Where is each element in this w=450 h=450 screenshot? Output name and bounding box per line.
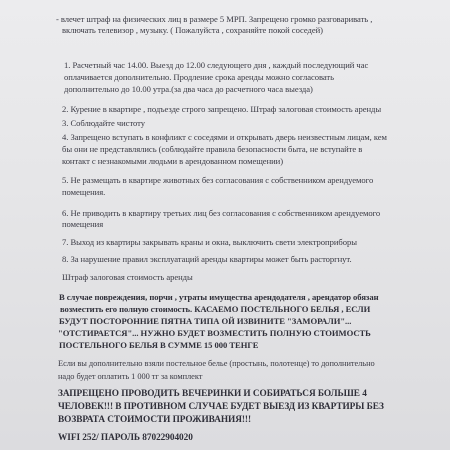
rule-8: 8. За нарушение правил эксплуатаций аренды квартиры может быть расторгнут. — [62, 254, 352, 264]
damage-line-5: ПОСТЕЛЬНОГО БЕЛЬЯ В СУММЕ 15 000 ТЕНГЕ — [59, 340, 259, 350]
damage-line-4: "ОТСТИРАЕТСЯ"... НУЖНО БУДЕТ ВОЗМЕСТИТЬ ПОЛНУЮ СТОИМОСТЬ — [58, 328, 371, 338]
rule-6-line-1: 6. Не приводить в квартиру третьих лиц без согласования с собственником арендуемого — [62, 208, 381, 218]
damage-line-1: В случае повреждения, порчи , утраты имущества арендодателя , арендатор обязан — [59, 292, 379, 302]
intro-line-1: - влечет штраф на физических лиц в размере 5 МРП. Запрещено громко разговаривать , — [56, 14, 373, 24]
rule-5-line-1: 5. Не размещать в квартире животных без согласования с собственником арендуемого — [62, 175, 374, 185]
party-line-3: ВОЗВРАТА СТОИМОСТИ ПРОЖИВАНИЯ!!! — [58, 415, 252, 425]
rule-6-line-2: помещения — [62, 219, 104, 229]
party-line-2: ЧЕЛОВЕК!!! В ПРОТИВНОМ СЛУЧАЕ БУДЕТ ВЫЕЗД ИЗ КВАРТИРЫ БЕЗ — [58, 402, 384, 412]
rule-7: 7. Выход из квартиры закрывать краны и окна, выключить свети электроприборы — [62, 237, 357, 247]
rule-1-line-3: дополнительно до 10.00 утра.(за два часа до расчетного часа выезда) — [64, 84, 313, 94]
rule-2: 2. Курение в квартире , подъезде строго запрещено. Штраф залоговая стоимость аренды — [62, 104, 382, 114]
rule-4-line-3: контакт с незнакомыми людьми в арендованном помещении) — [62, 156, 284, 166]
deposit-note: Штраф залоговая стоимость аренды — [62, 272, 193, 282]
rule-1-line-2: оплачивается дополнительно. Продление срока аренды можно согласовать — [64, 72, 334, 82]
party-line-1: ЗАПРЕЩЕНО ПРОВОДИТЬ ВЕЧЕРИНКИ И СОБИРАТЬСЯ БОЛЬШЕ 4 — [58, 389, 367, 399]
damage-line-2: возместить его полную стоимость. КАСАЕМО ПОСТЕЛЬНОГО БЕЛЬЯ , ЕСЛИ — [60, 304, 371, 314]
linen-line-2: надо будет оплатить 1 000 тг за комплект — [58, 372, 203, 381]
rule-4-line-1: 4. Запрещено вступать в конфликт с соседями и открывать дверь неизвестным лицам, кем — [62, 132, 387, 142]
linen-line-1: Если вы дополнительно взяли постельное белье (простынь, полотенце) то дополнительно — [58, 359, 375, 368]
rule-3: 3. Соблюдайте чистоту — [62, 118, 146, 128]
wifi-info: WIFI 252/ ПАРОЛЬ 87022904020 — [58, 433, 193, 443]
damage-line-3: БУДУТ ПОСТОРОННИЕ ПЯТНА ТИПА ОЙ ИЗВИНИТЕ "ЗАМОРАЛИ"... — [59, 316, 352, 326]
rule-4-line-2: бы они не представлялись (соблюдайте правила безопасности быта, не вступайте в — [62, 144, 363, 154]
rule-1-line-1: 1. Расчетный час 14.00. Выезд до 12.00 следующего дня , каждый последующий час — [64, 60, 369, 70]
rule-5-line-2: помещения. — [62, 187, 106, 197]
intro-line-2: включать телевизор , музыку. ( Пожалуйста , сохраняйте покой соседей) — [62, 25, 323, 35]
